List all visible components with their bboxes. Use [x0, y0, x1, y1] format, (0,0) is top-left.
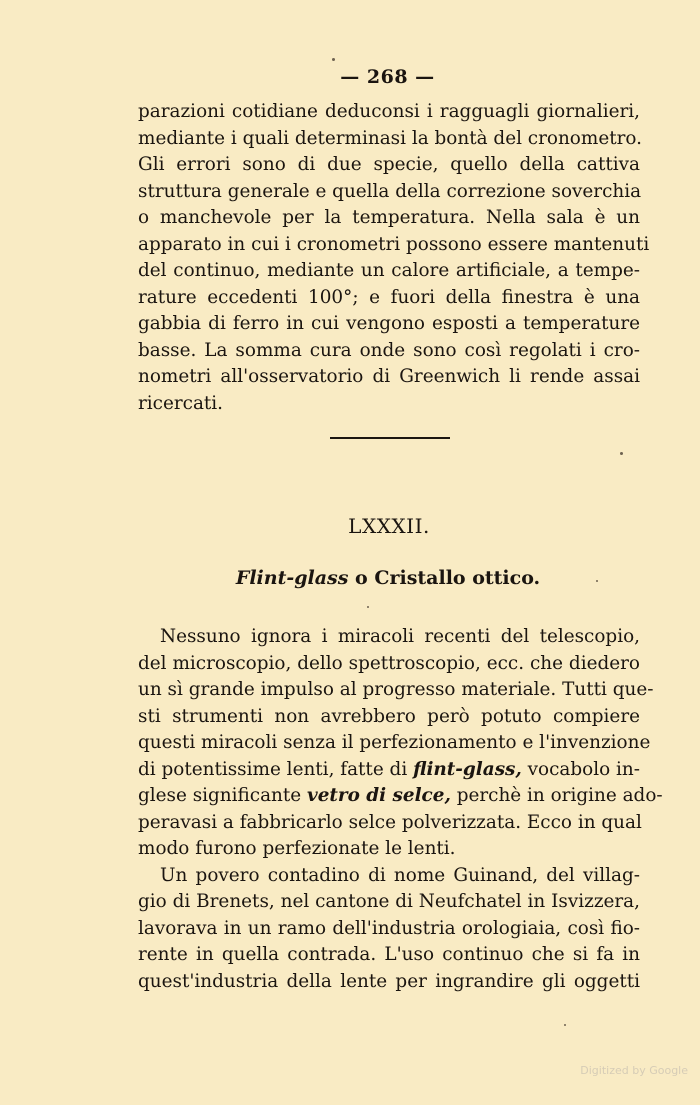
text-run: glese significante	[138, 785, 308, 806]
text-line: o manchevole per la temperatura. Nella sala è un	[138, 207, 640, 228]
text-run: di potentissime lenti, fatte di	[138, 758, 414, 780]
text-line: Nessuno ignora i miracoli recenti del telescopio,	[160, 626, 640, 647]
ink-speck	[332, 58, 335, 61]
digitization-watermark: Digitized by Google	[580, 1064, 688, 1077]
section-divider	[330, 437, 450, 439]
chapter-title	[138, 567, 638, 589]
ink-speck	[564, 1024, 566, 1026]
paragraph-continuation	[138, 99, 650, 417]
text-line: apparato in cui i cronometri possono essere mantenuti	[138, 233, 650, 255]
text-line: mediante i quali determinasi la bontà del cronometro.	[138, 127, 642, 149]
text-line: questi miracoli senza il perfezionamento e l'invenzione	[138, 732, 651, 753]
page-number: — 268 —	[340, 66, 435, 88]
text-line: quest'industria della lente per ingrandire gli oggetti	[138, 970, 640, 992]
text-line: rature eccedenti 100°; e fuori della finestra è una	[138, 286, 640, 308]
text-line: rente in quella contrada. L'uso continuo che si fa in	[138, 944, 640, 965]
text-line	[138, 757, 640, 784]
chapter-title-rest: o Cristallo ottico.	[348, 567, 541, 589]
text-line	[138, 783, 663, 810]
chapter-body	[138, 624, 663, 995]
emphasized-term: flint-glass,	[413, 758, 522, 780]
text-line: parazioni cotidiane deduconsi i ragguagli giornalieri,	[138, 101, 640, 122]
text-line: basse. La somma cura onde sono così regolati i cro-	[138, 339, 640, 361]
text-line: lavorava in un ramo dell'industria orologiaia, così fio-	[138, 917, 640, 939]
text-line: gabbia di ferro in cui vengono esposti a temperature	[138, 313, 640, 334]
text-line: modo furono perfezionate le lenti.	[138, 838, 456, 859]
emphasized-term: vetro di selce,	[307, 785, 451, 806]
text-line: struttura generale e quella della correzione soverchia	[138, 180, 642, 202]
text-run: vocabolo in-	[521, 758, 640, 780]
text-run: perchè in origine ado-	[450, 785, 663, 806]
text-line: del continuo, mediante un calore artificiale, a tempe-	[138, 260, 640, 281]
text-line: ricercati.	[138, 392, 224, 414]
text-line: peravasi a fabbricarlo selce polverizzata. Ecco in qual	[138, 811, 642, 833]
ink-speck	[596, 580, 598, 582]
chapter-title-italic: Flint-glass	[235, 567, 349, 589]
ink-speck	[367, 606, 369, 608]
text-line: nometri all'osservatorio di Greenwich li rende assai	[138, 366, 640, 387]
chapter-number: LXXXII.	[348, 514, 430, 538]
text-line: del microscopio, dello spettroscopio, ecc. che diedero	[138, 652, 640, 674]
text-line: un sì grande impulso al progresso materiale. Tutti que-	[138, 679, 654, 700]
text-line: sti strumenti non avrebbero però potuto compiere	[138, 705, 640, 727]
text-line: gio di Brenets, nel cantone di Neufchatel in Isvizzera,	[138, 891, 640, 912]
text-line: Un povero contadino di nome Guinand, del villag-	[160, 864, 640, 886]
text-line: Gli errori sono di due specie, quello della cattiva	[138, 154, 640, 175]
ink-speck	[620, 452, 623, 455]
